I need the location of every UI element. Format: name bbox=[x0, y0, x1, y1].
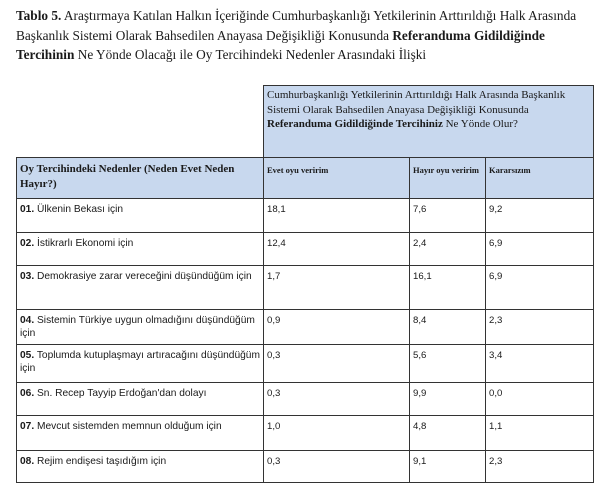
value-cell: 0,3 bbox=[264, 345, 410, 383]
value-cell: 5,6 bbox=[410, 345, 486, 383]
value-cell: 0,3 bbox=[264, 383, 410, 416]
value-cell: 0,9 bbox=[264, 310, 410, 345]
value-cell: 1,0 bbox=[264, 416, 410, 451]
column-header-kararsiz: Kararsızım bbox=[486, 158, 594, 199]
value-cell: 12,4 bbox=[264, 233, 410, 266]
row-label-cell bbox=[17, 451, 264, 483]
table-row bbox=[17, 451, 594, 483]
header-question-bold: Referanduma Gidildiğinde Tercihiniz bbox=[267, 118, 443, 130]
value-cell: 1,7 bbox=[264, 266, 410, 310]
value-cell: 0,3 bbox=[264, 451, 410, 483]
row-number: 07. bbox=[20, 421, 35, 432]
table-row bbox=[17, 383, 594, 416]
value-cell: 1,1 bbox=[486, 416, 594, 451]
data-table bbox=[16, 85, 594, 483]
row-label-text: Mevcut sistemden memnun olduğum için bbox=[37, 421, 222, 432]
header-row-columns bbox=[17, 158, 594, 199]
row-label-text: Rejim endişesi taşıdığım için bbox=[37, 456, 167, 467]
table-row bbox=[17, 310, 594, 345]
row-label-cell bbox=[17, 310, 264, 345]
row-label-cell bbox=[17, 416, 264, 451]
row-label-cell bbox=[17, 345, 264, 383]
table-row bbox=[17, 199, 594, 233]
value-cell: 9,1 bbox=[410, 451, 486, 483]
value-cell: 9,9 bbox=[410, 383, 486, 416]
row-label-text: Toplumda kutuplaşmayı artıracağını düşündüğüm için bbox=[20, 350, 260, 374]
value-cell: 9,2 bbox=[486, 199, 594, 233]
value-cell: 8,4 bbox=[410, 310, 486, 345]
row-number: 04. bbox=[20, 315, 35, 326]
header-row-top bbox=[17, 86, 594, 158]
value-cell: 7,6 bbox=[410, 199, 486, 233]
table-row bbox=[17, 345, 594, 383]
header-question-part1: Cumhurbaşkanlığı Yetkilerinin Arttırıldığı Halk Arasında Başkanlık Sistemi Olarak Bahsedilen Anayasa Değişikliği Konusunda bbox=[267, 89, 566, 116]
caption-text-bold: Referanduma Gidildiğinde Tercihinin bbox=[16, 27, 545, 62]
table-body bbox=[17, 199, 594, 483]
value-cell: 2,4 bbox=[410, 233, 486, 266]
row-number: 01. bbox=[20, 204, 35, 215]
row-label-text: İstikrarlı Ekonomi için bbox=[37, 238, 134, 249]
value-cell: 6,9 bbox=[486, 233, 594, 266]
caption-label: Tablo 5. bbox=[16, 8, 62, 23]
value-cell: 2,3 bbox=[486, 451, 594, 483]
table-row bbox=[17, 266, 594, 310]
value-cell: 3,4 bbox=[486, 345, 594, 383]
header-question-part2: Ne Yönde Olur? bbox=[442, 118, 518, 130]
row-number: 06. bbox=[20, 388, 35, 399]
row-number: 08. bbox=[20, 456, 35, 467]
caption-text-part2: Ne Yönde Olacağı ile Oy Tercihindeki Nedenler Arasındaki İlişki bbox=[74, 47, 427, 62]
column-header-hayir: Hayır oyu veririm bbox=[410, 158, 486, 199]
table-caption bbox=[16, 6, 586, 65]
row-number: 05. bbox=[20, 350, 35, 361]
value-cell: 6,9 bbox=[486, 266, 594, 310]
value-cell: 18,1 bbox=[264, 199, 410, 233]
row-header-cell: Oy Tercihindeki Nedenler (Neden Evet Neden Hayır?) bbox=[17, 158, 264, 199]
row-label-text: Sistemin Türkiye uygun olmadığını düşündüğüm için bbox=[20, 315, 255, 339]
caption-text-part1: Araştırmaya Katılan Halkın İçeriğinde Cumhurbaşkanlığı Yetkilerinin Arttırıldığı Halk Arasında Başkanlık Sistemi Olarak Bahsedilen Anayasa Değişikliği Konusunda bbox=[16, 8, 577, 43]
row-number: 02. bbox=[20, 238, 35, 249]
table-row bbox=[17, 233, 594, 266]
value-cell: 0,0 bbox=[486, 383, 594, 416]
row-label-text: Sn. Recep Tayyip Erdoğan'dan dolayı bbox=[37, 388, 207, 399]
header-blank-cell bbox=[17, 86, 264, 158]
header-question-cell bbox=[264, 86, 594, 158]
row-label-text: Demokrasiye zarar vereceğini düşündüğüm için bbox=[37, 271, 252, 282]
row-label-cell bbox=[17, 199, 264, 233]
value-cell: 16,1 bbox=[410, 266, 486, 310]
row-label-cell bbox=[17, 383, 264, 416]
row-label-text: Ülkenin Bekası için bbox=[37, 204, 124, 215]
table-row bbox=[17, 416, 594, 451]
column-header-evet: Evet oyu veririm bbox=[264, 158, 410, 199]
row-label-cell bbox=[17, 233, 264, 266]
row-number: 03. bbox=[20, 271, 35, 282]
row-label-cell bbox=[17, 266, 264, 310]
value-cell: 2,3 bbox=[486, 310, 594, 345]
value-cell: 4,8 bbox=[410, 416, 486, 451]
